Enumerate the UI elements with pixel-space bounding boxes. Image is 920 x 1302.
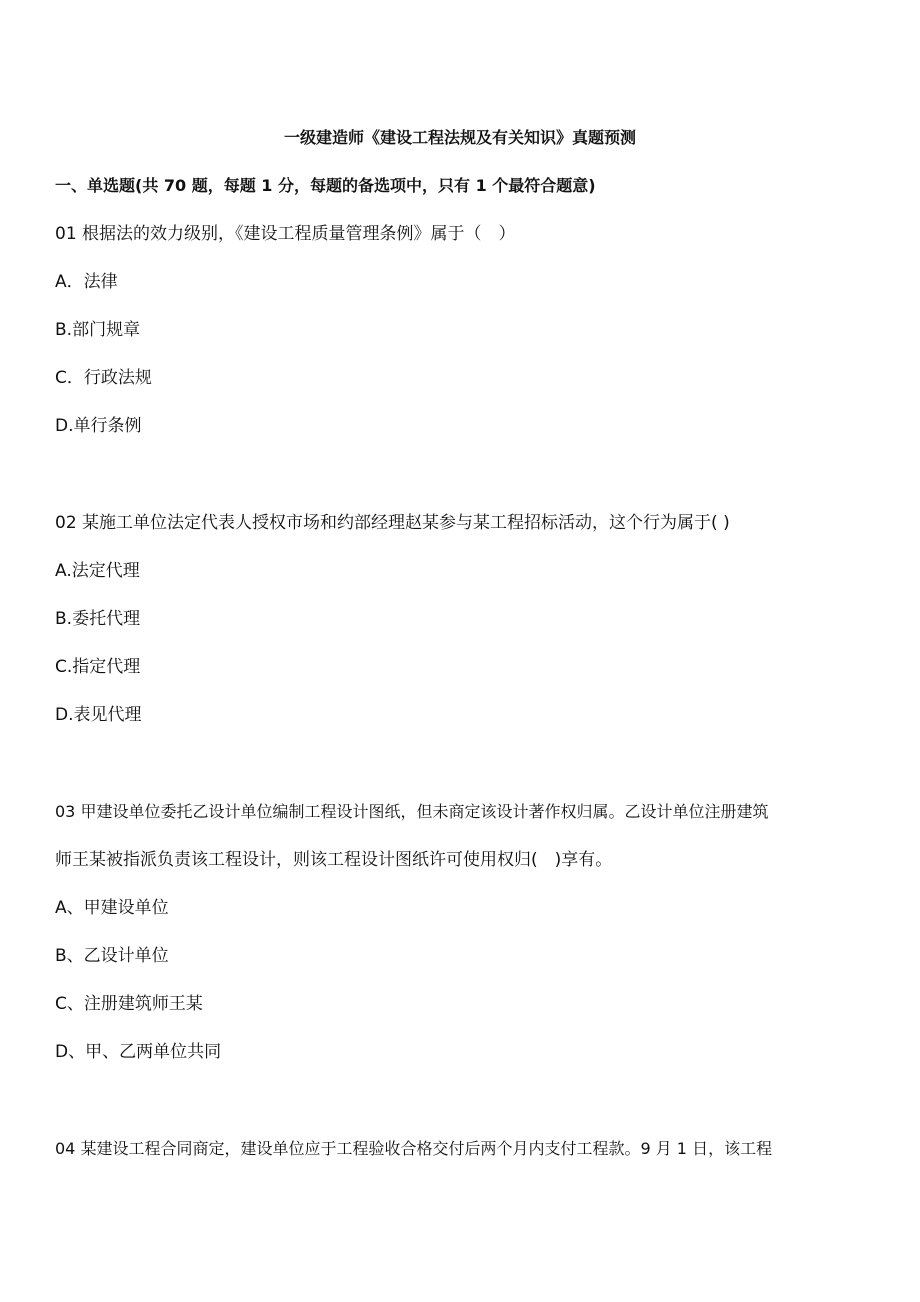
question-04-stem: 04 某建设工程合同商定，建设单位应于工程验收合格交付后两个月内支付工程款。9 月 1 日，该工程: [55, 1139, 773, 1158]
question-03-stem-line-1: 03 甲建设单位委托乙设计单位编制工程设计图纸，但未商定该设计著作权归属。乙设计单位注册建筑: [55, 802, 769, 821]
question-03-option-b: B、乙设计单位: [55, 946, 169, 966]
question-03-option-d: D、甲、乙两单位共同: [55, 1042, 222, 1062]
question-02-option-d: D.表见代理: [55, 705, 142, 725]
question-01-option-b: B.部门规章: [55, 320, 141, 340]
question-01-stem: 01 根据法的效力级别，《建设工程质量管理条例》属于（ ）: [55, 224, 516, 244]
question-02-option-c: C.指定代理: [55, 657, 141, 677]
question-02-option-a: A.法定代理: [55, 561, 140, 581]
document-title: 一级建造师《建设工程法规及有关知识》真题预测: [283, 128, 636, 147]
question-03-option-a: A、甲建设单位: [55, 898, 169, 918]
question-03-stem-line-2: 师王某被指派负责该工程设计，则该工程设计图纸许可使用权归( )享有。: [55, 850, 613, 870]
question-01-option-a: A．法律: [55, 272, 118, 292]
question-01-option-d: D.单行条例: [55, 416, 142, 436]
question-03-option-c: C、注册建筑师王某: [55, 994, 203, 1014]
question-02-option-b: B.委托代理: [55, 609, 141, 629]
section-heading: 一、单选题(共 70 题，每题 1 分，每题的备选项中，只有 1 个最符合题意): [55, 176, 596, 195]
question-01-option-c: C．行政法规: [55, 368, 152, 388]
question-02-stem: 02 某施工单位法定代表人授权市场和约部经理赵某参与某工程招标活动，这个行为属于( ): [55, 513, 730, 533]
